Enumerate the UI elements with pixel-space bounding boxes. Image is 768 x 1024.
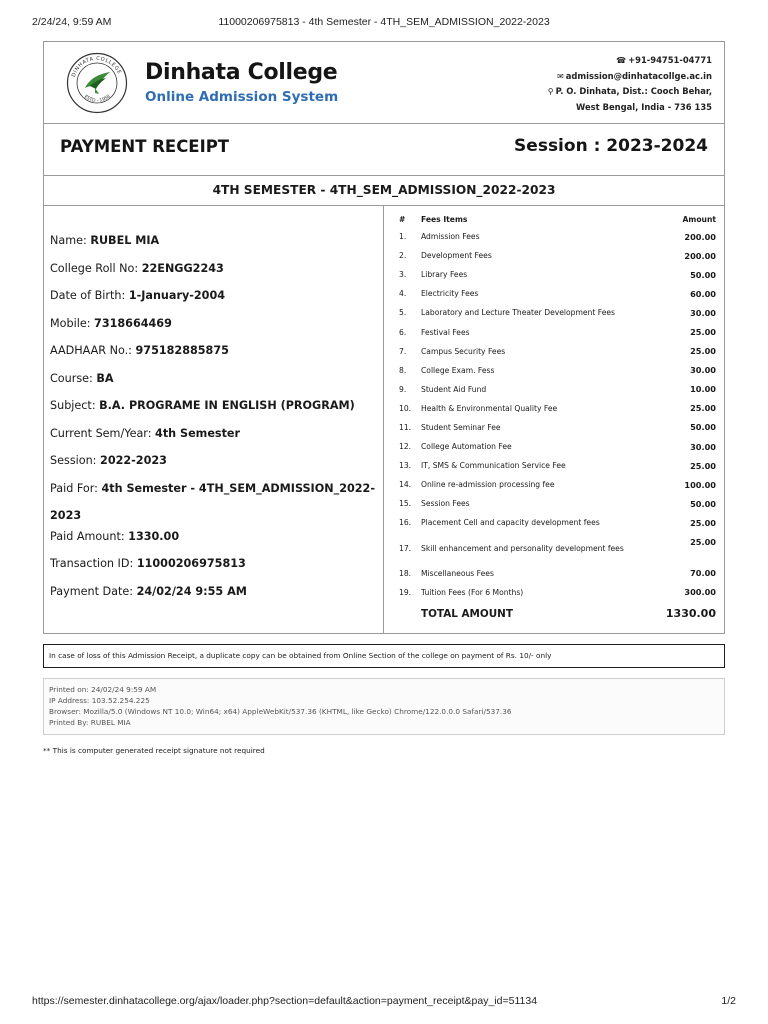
fee-row [395, 437, 716, 456]
aadhaar-number: 975182885875 [135, 344, 229, 357]
fee-item-amount: 200.00 [684, 231, 716, 242]
svg-text:ESTD - 1958: ESTD - 1958 [82, 94, 112, 104]
fee-row [395, 342, 716, 361]
fees-table-header [395, 211, 716, 227]
fee-row-number: 1. [399, 232, 407, 242]
fee-item-name: College Exam. Fess [421, 365, 495, 375]
payment-date: 24/02/24 9:55 AM [136, 584, 247, 598]
fee-item-amount: 50.00 [690, 269, 716, 280]
printed-on: Printed on: 24/02/24 9:59 AM [49, 685, 157, 694]
fee-row [395, 564, 716, 583]
fee-row-number: 16. [399, 518, 412, 528]
subject: B.A. PROGRAME IN ENGLISH (PROGRAM) [99, 399, 355, 412]
fee-row [395, 399, 716, 418]
print-header [0, 16, 768, 30]
fee-item-amount: 25.00 [690, 327, 716, 338]
fee-row-number: 3. [399, 270, 407, 280]
roll-row: College Roll No: 22ENGG2243 [50, 261, 224, 275]
fee-item-amount: 30.00 [690, 307, 716, 318]
envelope-icon: ✉ [557, 71, 564, 81]
fees-section [385, 206, 724, 634]
fee-row-number: 14. [399, 480, 412, 490]
fee-row [395, 494, 716, 513]
fee-row [395, 380, 716, 399]
fee-item-amount: 200.00 [684, 250, 716, 261]
fee-row [395, 361, 716, 380]
browser-info: Browser: Mozilla/5.0 (Windows NT 10.0; Win64; x64) AppleWebKit/537.36 (KHTML, like Gecko) Chrome/122.0.0.0 Safari/537.36 [49, 707, 512, 716]
fee-row [395, 265, 716, 284]
print-datetime: 2/24/24, 9:59 AM [32, 16, 112, 28]
student-name-row: Name: RUBEL MIA [50, 234, 160, 247]
payment-date-row: Payment Date: 24/02/24 9:55 AM [50, 584, 247, 598]
college-header [44, 42, 724, 124]
print-footer [0, 995, 768, 1009]
fee-row [395, 246, 716, 265]
print-doc-title: 11000206975813 - 4th Semester - 4TH_SEM_ADMISSION_2022-2023 [218, 16, 550, 28]
printed-by: Printed By: RUBEL MIA [49, 718, 131, 727]
contact-phone: +91-94751-04771 [628, 55, 712, 65]
fee-row [395, 533, 716, 564]
signature-note: ** This is computer generated receipt signature not required [43, 746, 265, 755]
phone-icon: ☎ [616, 56, 627, 65]
fee-row [395, 227, 716, 246]
paid-for-row: Paid For: 4th Semester - 4TH_SEM_ADMISSION_2022-2023 [50, 481, 375, 522]
fee-item-name: Student Seminar Fee [421, 422, 501, 432]
fee-item-name: Skill enhancement and personality development fees [421, 543, 624, 553]
fee-item-name: College Automation Fee [421, 442, 512, 452]
fee-item-amount: 100.00 [684, 479, 716, 490]
fee-row-number: 7. [399, 346, 407, 356]
fee-row [395, 418, 716, 437]
duplicate-receipt-notice: In case of loss of this Admission Receipt, a duplicate copy can be obtained from Online Section of the college on payment of Rs. 10/- only [43, 644, 725, 668]
fee-row-number: 9. [399, 384, 407, 394]
print-info-box [43, 678, 725, 735]
fee-item-amount: 30.00 [690, 441, 716, 452]
fees-table [395, 211, 716, 626]
fee-row [395, 513, 716, 532]
payment-receipt [43, 41, 725, 634]
fee-item-amount: 25.00 [690, 517, 716, 528]
transaction-row: Transaction ID: 11000206975813 [50, 557, 246, 570]
session-row: Session: 2022-2023 [50, 454, 167, 467]
fee-row-number: 5. [399, 308, 407, 318]
transaction-id: 11000206975813 [136, 557, 246, 570]
paid-for: 4th Semester - 4TH_SEM_ADMISSION_2022-2023 [50, 481, 375, 522]
fee-item-name: Miscellaneous Fees [421, 568, 494, 578]
receipt-title: PAYMENT RECEIPT [60, 137, 230, 156]
fee-item-name: Admission Fees [421, 232, 480, 242]
total-label: TOTAL AMOUNT [421, 607, 513, 620]
fee-item-amount: 50.00 [690, 498, 716, 509]
fee-item-amount: 50.00 [690, 422, 716, 433]
fee-item-amount: 10.00 [690, 384, 716, 395]
fee-item-amount: 25.00 [690, 460, 716, 471]
fee-item-amount: 25.00 [690, 536, 716, 547]
contact-address-line2: West Bengal, India - 736 135 [576, 101, 712, 112]
dob-row: Date of Birth: 1-January-2004 [50, 289, 226, 302]
current-semester: 4th Semester [155, 426, 241, 440]
fee-item-name: Session Fees [421, 499, 470, 509]
course-row: Course: BA [50, 371, 114, 385]
fee-item-name: Placement Cell and capacity development fees [421, 518, 600, 528]
fee-row [395, 303, 716, 322]
fee-item-name: Development Fees [421, 251, 492, 261]
fee-row-number: 2. [399, 251, 407, 261]
contact-address-line1: P. O. Dinhata, Dist.: Cooch Behar, [555, 86, 712, 96]
college-subtitle: Online Admission System [145, 89, 339, 105]
aadhaar-row: AADHAAR No.: 975182885875 [50, 344, 229, 357]
fee-item-name: Campus Security Fees [421, 346, 506, 356]
fee-row-number: 19. [399, 587, 412, 597]
fee-item-amount: 60.00 [690, 288, 716, 299]
college-seal-logo [66, 52, 128, 114]
col-amount-header: Amount [682, 214, 716, 224]
fee-row-number: 4. [399, 289, 407, 299]
print-page-number: 1/2 [721, 995, 736, 1007]
date-of-birth: 1-January-2004 [128, 289, 226, 302]
fee-item-name: Library Fees [421, 270, 468, 280]
fee-row-number: 11. [399, 422, 412, 432]
fee-row [395, 583, 716, 602]
student-details [44, 206, 384, 634]
fee-row-number: 8. [399, 365, 407, 375]
paid-amount-row: Paid Amount: 1330.00 [50, 529, 180, 543]
fee-item-name: Student Aid Fund [421, 384, 487, 394]
semester-heading: 4TH SEMESTER - 4TH_SEM_ADMISSION_2022-2023 [44, 176, 724, 206]
fee-item-amount: 70.00 [690, 568, 716, 579]
fee-item-amount: 30.00 [690, 365, 716, 376]
fee-row-number: 15. [399, 499, 412, 509]
total-amount: 1330.00 [665, 607, 716, 621]
subject-row: Subject: B.A. PROGRAME IN ENGLISH (PROGRAM) [50, 399, 355, 412]
fee-row [395, 456, 716, 475]
course: BA [96, 371, 114, 385]
fee-row-number: 18. [399, 568, 412, 578]
fee-item-name: Festival Fees [421, 327, 470, 337]
receipt-title-row [44, 124, 724, 176]
mobile-row: Mobile: 7318664469 [50, 316, 172, 330]
contact-email: admission@dinhatacollge.ac.in [565, 70, 712, 81]
print-url: https://semester.dinhatacollege.org/ajax/loader.php?section=default&action=payment_receipt&pay_id=51134 [32, 995, 538, 1007]
mobile-number: 7318664469 [94, 316, 172, 330]
fee-row-number: 6. [399, 327, 407, 337]
svg-text:DINHATA COLLEGE: DINHATA COLLEGE [70, 55, 123, 78]
fee-item-name: Health & Environmental Quality Fee [421, 403, 558, 413]
col-item-header: Fees Items [421, 214, 468, 224]
fee-row [395, 475, 716, 494]
fee-row-number: 13. [399, 461, 412, 471]
current-sem-row: Current Sem/Year: 4th Semester [50, 426, 241, 440]
fee-row [395, 284, 716, 303]
student-name: RUBEL MIA [90, 234, 160, 247]
fee-row-number: 17. [399, 543, 412, 553]
fee-row-number: 10. [399, 403, 412, 413]
session: 2022-2023 [100, 454, 167, 467]
fee-row [395, 322, 716, 341]
fee-item-name: Online re-admission processing fee [421, 480, 555, 490]
fee-item-name: Laboratory and Lecture Theater Development Fees [421, 308, 616, 318]
location-pin-icon: ⚲ [547, 87, 554, 96]
fee-item-amount: 300.00 [684, 587, 716, 598]
fee-item-name: Electricity Fees [421, 289, 479, 299]
ip-address: IP Address: 103.52.254.225 [49, 696, 150, 705]
college-name: Dinhata College [145, 60, 338, 85]
total-row [395, 602, 716, 626]
fee-item-amount: 25.00 [690, 403, 716, 414]
col-number-header: # [399, 214, 406, 224]
contact-block [548, 53, 712, 114]
college-roll-no: 22ENGG2243 [141, 261, 224, 275]
fee-item-name: Tuition Fees (For 6 Months) [421, 587, 524, 597]
paid-amount: 1330.00 [128, 529, 180, 543]
fee-item-amount: 25.00 [690, 346, 716, 357]
fee-item-name: IT, SMS & Communication Service Fee [421, 461, 566, 471]
session-title: Session : 2023-2024 [514, 136, 708, 156]
fee-row-number: 12. [399, 442, 412, 452]
